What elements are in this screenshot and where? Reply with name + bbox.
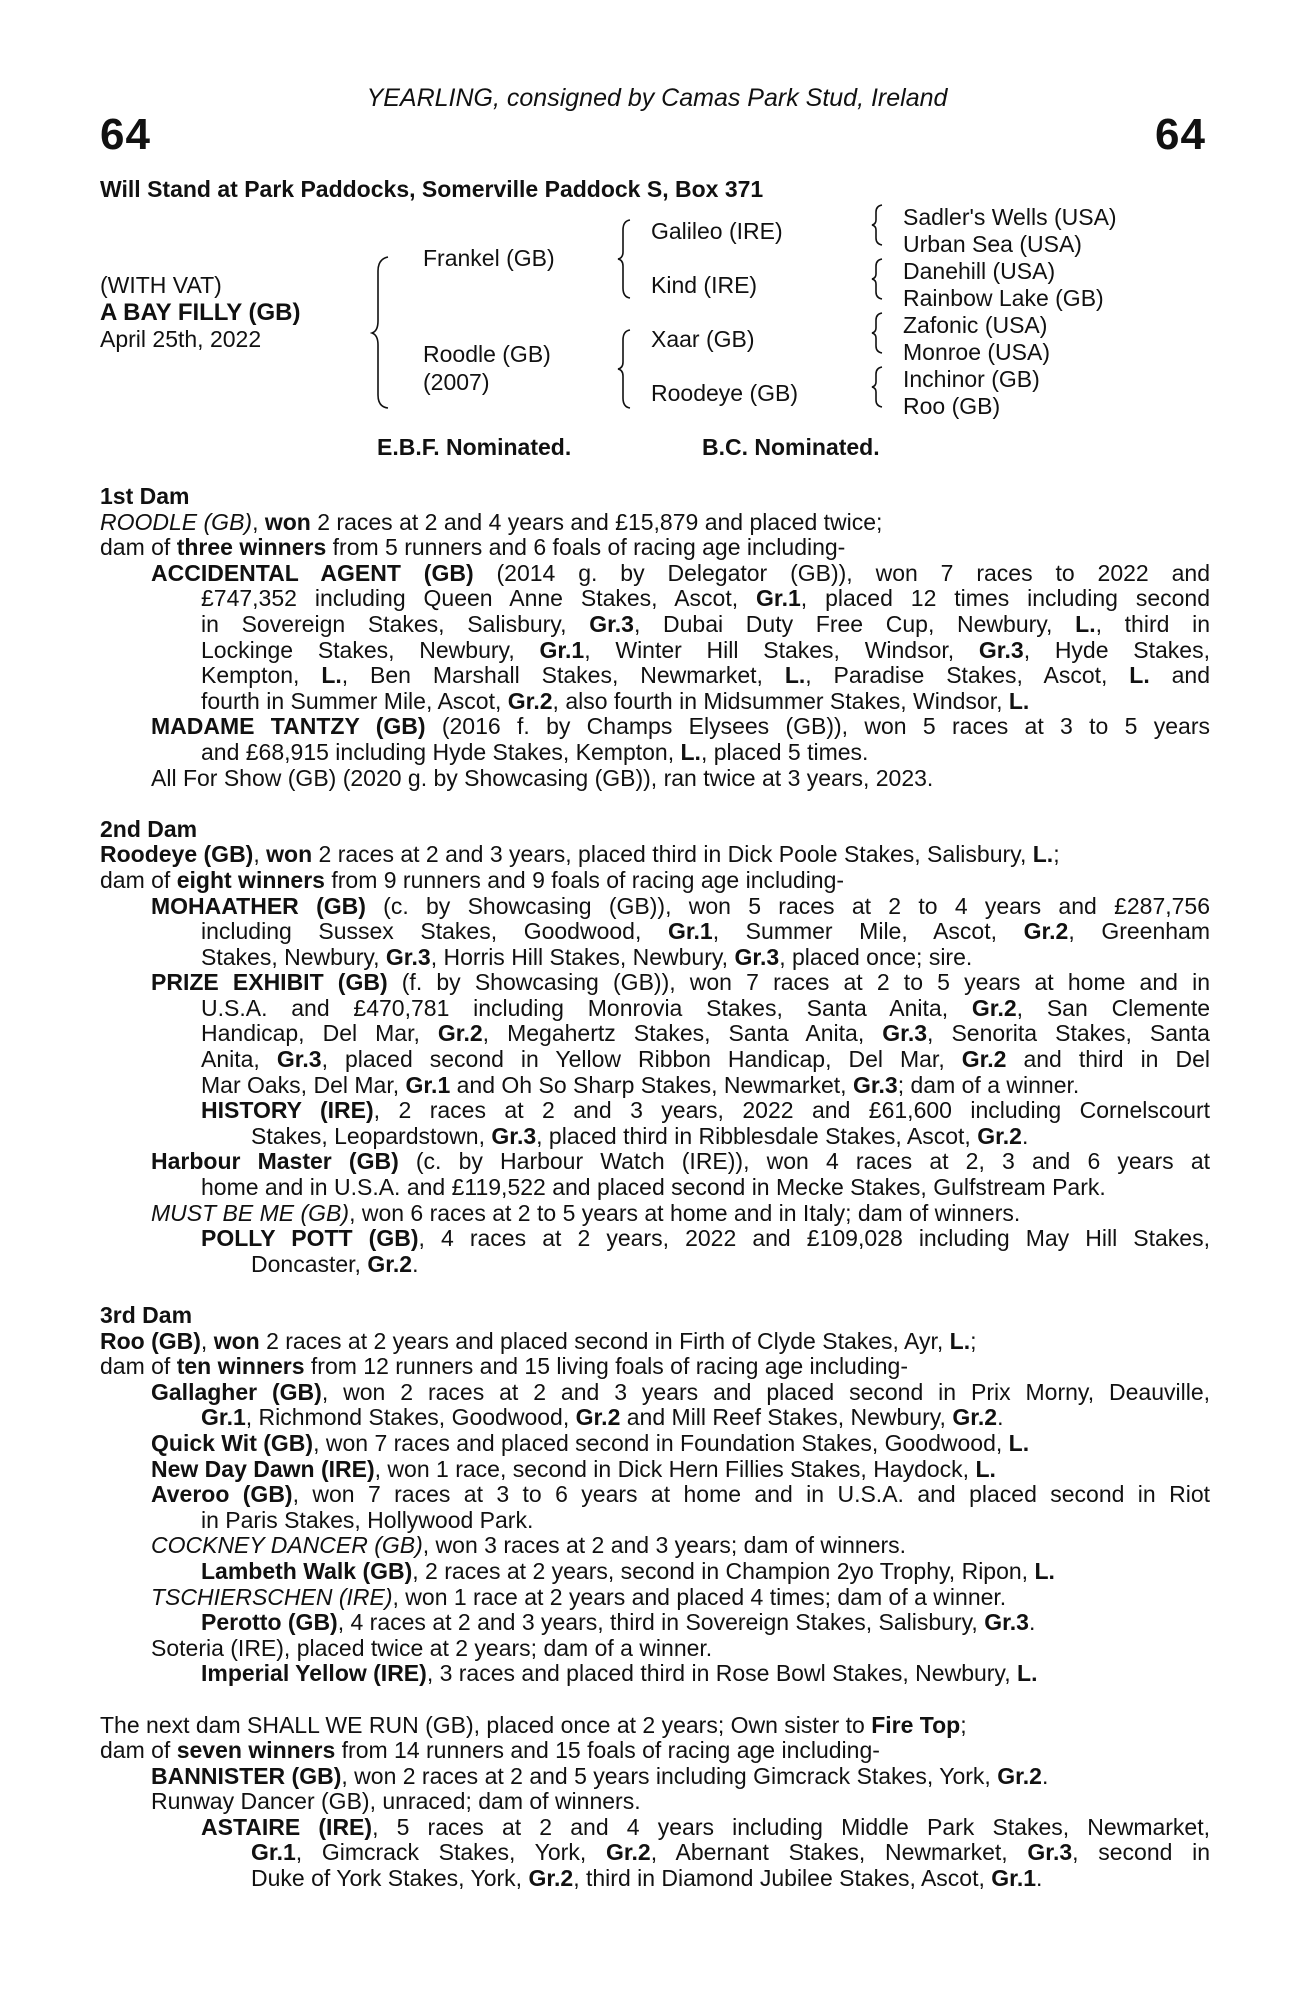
family-line: Anita, Gr.3, placed second in Yellow Ribbon Handicap, Del Mar, Gr.2 and third in Del [201, 1046, 1210, 1073]
pedigree-dam-dam: Roodeye (GB) [651, 380, 799, 406]
family-line: Roo (GB), won 2 races at 2 years and placed second in Firth of Clyde Stakes, Ayr, L.; [100, 1327, 977, 1354]
family-line: Gr.1, Richmond Stakes, Goodwood, Gr.2 and Mill Reef Stakes, Newbury, Gr.2. [201, 1404, 1004, 1431]
family-line: dam of eight winners from 9 runners and 9 foals of racing age including- [100, 866, 845, 893]
section-gap [100, 1277, 1210, 1303]
family-line: Lambeth Walk (GB), 2 races at 2 years, second in Champion 2yo Trophy, Ripon, L. [201, 1557, 1055, 1584]
family-line: ASTAIRE (IRE), 5 races at 2 and 4 years including Middle Park Stakes, Newmarket, [201, 1813, 1210, 1840]
pedigree-ddd: Roo (GB) [903, 393, 1001, 419]
pedigree-dam: Roodle (GB) [423, 341, 551, 367]
horse-name: A BAY FILLY (GB) [100, 299, 301, 326]
lot-number-right: 64 [1155, 110, 1206, 159]
pedigree-brace-sire [616, 218, 634, 300]
family-line: Soteria (IRE), placed twice at 2 years; dam of a winner. [151, 1634, 713, 1661]
ebf-nomination: E.B.F. Nominated. [377, 434, 572, 460]
family-line: Perotto (GB), 4 races at 2 and 3 years, third in Sovereign Stakes, Salisbury, Gr.3. [201, 1609, 1036, 1636]
pedigree-brace-ss [870, 203, 886, 247]
catalogue-header: YEARLING, consigned by Camas Park Stud, Ireland [366, 84, 948, 112]
family-notes [100, 484, 1210, 1892]
pedigree-brace-ds [870, 311, 886, 355]
family-line: The next dam SHALL WE RUN (GB), placed once at 2 years; Own sister to Fire Top; [100, 1711, 967, 1738]
family-line: Averoo (GB), won 7 races at 3 to 6 years at home and in U.S.A. and placed second in Riot [151, 1481, 1210, 1508]
pedigree-sss: Sadler's Wells (USA) [903, 204, 1117, 230]
family-line: PRIZE EXHIBIT (GB) (f. by Showcasing (GB)), won 7 races at 2 to 5 years at home and in [151, 969, 1210, 996]
lot-number-left: 64 [100, 110, 151, 159]
family-line: Kempton, L., Ben Marshall Stakes, Newmarket, L., Paradise Stakes, Ascot, L. and [201, 662, 1211, 689]
pedigree-dam-year: (2007) [423, 369, 490, 395]
family-line: dam of seven winners from 14 runners and 15 foals of racing age including- [100, 1737, 880, 1764]
vat-note: (WITH VAT) [100, 272, 222, 298]
pedigree-sds: Danehill (USA) [903, 258, 1056, 284]
pedigree-sire: Frankel (GB) [423, 245, 555, 271]
family-line: Mar Oaks, Del Mar, Gr.1 and Oh So Sharp Stakes, Newmarket, Gr.3; dam of a winner. [201, 1071, 1080, 1098]
family-line: POLLY POTT (GB), 4 races at 2 years, 2022 and £109,028 including May Hill Stakes, [201, 1225, 1210, 1252]
family-line: fourth in Summer Mile, Ascot, Gr.2, also fourth in Midsummer Stakes, Windsor, L. [201, 687, 1030, 714]
family-line: COCKNEY DANCER (GB), won 3 races at 2 and 3 years; dam of winners. [151, 1532, 907, 1559]
pedigree-brace-dam [616, 328, 634, 410]
bc-nomination: B.C. Nominated. [702, 434, 880, 460]
pedigree-brace-sd [870, 257, 886, 301]
pedigree-ssd: Urban Sea (USA) [903, 231, 1082, 257]
family-line: Harbour Master (GB) (c. by Harbour Watch (IRE)), won 4 races at 2, 3 and 6 years at [151, 1148, 1210, 1175]
family-line: Imperial Yellow (IRE), 3 races and placed third in Rose Bowl Stakes, Newbury, L. [201, 1660, 1038, 1687]
pedigree-dss: Zafonic (USA) [903, 312, 1048, 338]
family-line: All For Show (GB) (2020 g. by Showcasing (GB)), ran twice at 3 years, 2023. [151, 764, 934, 791]
family-line: Stakes, Leopardstown, Gr.3, placed third in Ribblesdale Stakes, Ascot, Gr.2. [251, 1122, 1029, 1149]
family-line: Roodeye (GB), won 2 races at 2 and 3 years, placed third in Dick Poole Stakes, Salisbury, L.; [100, 841, 1060, 868]
family-line: in Paris Stakes, Hollywood Park. [201, 1506, 534, 1533]
family-line: HISTORY (IRE), 2 races at 2 and 3 years, 2022 and £61,600 including Cornelscourt [201, 1097, 1210, 1124]
family-line: MADAME TANTZY (GB) (2016 f. by Champs Elysees (GB)), won 5 races at 3 to 5 years [151, 713, 1210, 740]
family-line: Gallagher (GB), won 2 races at 2 and 3 years and placed second in Prix Morny, Deauville, [151, 1378, 1210, 1405]
pedigree-brace-dd [870, 365, 886, 409]
family-line: including Sussex Stakes, Goodwood, Gr.1, Summer Mile, Ascot, Gr.2, Greenham [201, 918, 1210, 945]
family-line: Doncaster, Gr.2. [251, 1250, 419, 1277]
family-line: and £68,915 including Hyde Stakes, Kempton, L., placed 5 times. [201, 738, 869, 765]
stand-location: Will Stand at Park Paddocks, Somerville Paddock S, Box 371 [100, 176, 764, 202]
pedigree-sdd: Rainbow Lake (GB) [903, 285, 1104, 311]
dam-section-heading: 1st Dam [100, 483, 190, 509]
dam-section-heading: 2nd Dam [100, 815, 198, 842]
dam-section-heading: 3rd Dam [100, 1302, 193, 1328]
pedigree-dam-sire: Xaar (GB) [651, 326, 755, 352]
family-line: home and in U.S.A. and £119,522 and placed second in Mecke Stakes, Gulfstream Park. [201, 1174, 1106, 1201]
family-line: Lockinge Stakes, Newbury, Gr.1, Winter Hill Stakes, Windsor, Gr.3, Hyde Stakes, [201, 636, 1210, 663]
family-line: U.S.A. and £470,781 including Monrovia Stakes, Santa Anita, Gr.2, San Clemente [201, 994, 1211, 1021]
family-line: £747,352 including Queen Anne Stakes, Ascot, Gr.1, placed 12 times including second [201, 585, 1210, 612]
family-line: TSCHIERSCHEN (IRE), won 1 race at 2 years and placed 4 times; dam of a winner. [151, 1583, 1007, 1610]
family-line: BANNISTER (GB), won 2 races at 2 and 5 years including Gimcrack Stakes, York, Gr.2. [151, 1762, 1049, 1789]
family-line: ACCIDENTAL AGENT (GB) (2014 g. by Delegator (GB)), won 7 races to 2022 and [151, 559, 1210, 586]
family-line: MUST BE ME (GB), won 6 races at 2 to 5 years at home and in Italy; dam of winners. [151, 1199, 1021, 1226]
family-line: ROODLE (GB), won 2 races at 2 and 4 years and £15,879 and placed twice; [100, 508, 883, 535]
family-line: Duke of York Stakes, York, Gr.2, third in Diamond Jubilee Stakes, Ascot, Gr.1. [251, 1865, 1043, 1892]
pedigree-sire-sire: Galileo (IRE) [651, 218, 783, 244]
family-line: New Day Dawn (IRE), won 1 race, second in Dick Hern Fillies Stakes, Haydock, L. [151, 1455, 996, 1482]
pedigree-brace-main [370, 255, 392, 410]
pedigree-dsd: Monroe (USA) [903, 339, 1050, 365]
section-gap [100, 1687, 1210, 1713]
family-line: in Sovereign Stakes, Salisbury, Gr.3, Dubai Duty Free Cup, Newbury, L., third in [201, 610, 1210, 637]
section-gap [100, 791, 1210, 817]
family-line: MOHAATHER (GB) (c. by Showcasing (GB)), won 5 races at 2 to 4 years and £287,756 [151, 892, 1210, 919]
family-line: Stakes, Newbury, Gr.3, Horris Hill Stakes, Newbury, Gr.3, placed once; sire. [201, 943, 973, 970]
family-line: Runway Dancer (GB), unraced; dam of winners. [151, 1788, 641, 1815]
family-line: dam of ten winners from 12 runners and 15 living foals of racing age including- [100, 1353, 908, 1380]
family-line: Handicap, Del Mar, Gr.2, Megahertz Stakes, Santa Anita, Gr.3, Senorita Stakes, Santa [201, 1020, 1210, 1047]
family-line: Quick Wit (GB), won 7 races and placed second in Foundation Stakes, Goodwood, L. [151, 1429, 1030, 1456]
family-line: Gr.1, Gimcrack Stakes, York, Gr.2, Abernant Stakes, Newmarket, Gr.3, second in [251, 1839, 1210, 1866]
pedigree-dds: Inchinor (GB) [903, 366, 1040, 392]
family-line: dam of three winners from 5 runners and 6 foals of racing age including- [100, 534, 846, 561]
foaling-date: April 25th, 2022 [100, 326, 262, 352]
pedigree-sire-dam: Kind (IRE) [651, 272, 758, 298]
